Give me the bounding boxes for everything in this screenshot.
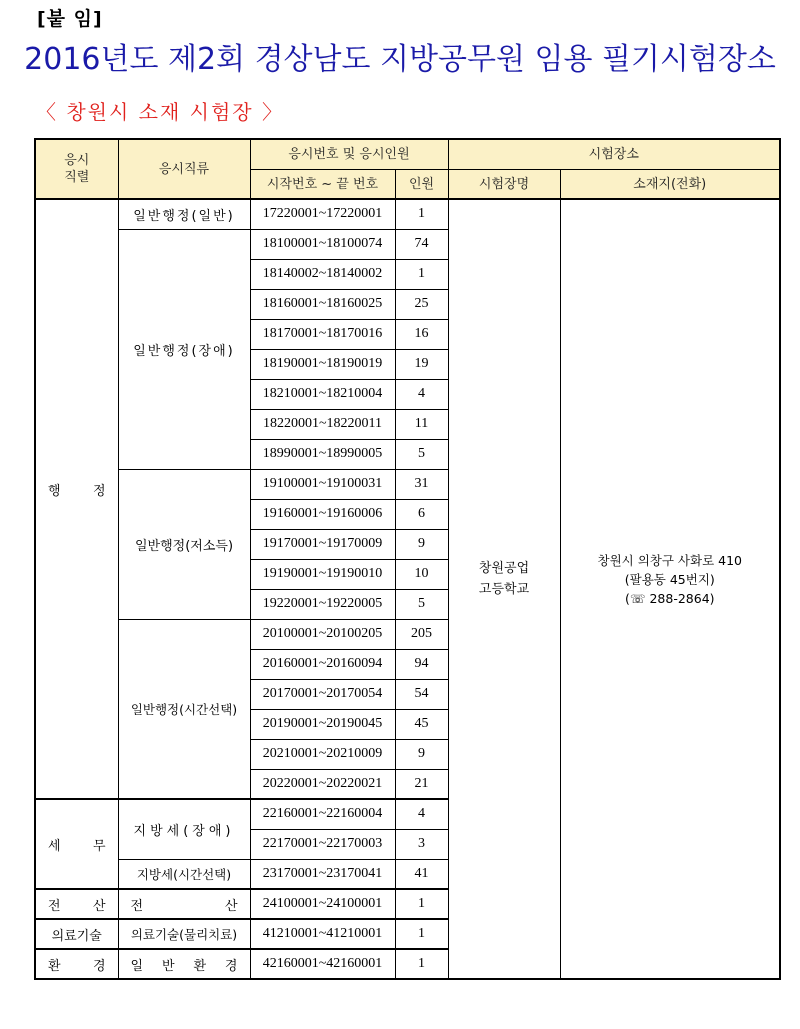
count-cell: 4 [395, 799, 448, 829]
number-range-cell: 18990001~18990005 [250, 439, 395, 469]
count-cell: 54 [395, 679, 448, 709]
phone-line: (☏ 288-2864) [625, 590, 715, 606]
venue-address-cell [560, 199, 780, 979]
venue-name-line: 고등학교 [478, 582, 530, 597]
header-count: 인원 [395, 170, 448, 200]
page-title: 2016년도 제2회 경상남도 지방공무원 임용 필기시험장소 [24, 42, 776, 77]
attachment-label: [붙 임] [37, 8, 103, 30]
number-range-cell: 20220001~20220021 [250, 769, 395, 799]
count-cell: 19 [395, 349, 448, 379]
number-range-cell: 22160001~22160004 [250, 799, 395, 829]
number-range-cell: 20160001~20160094 [250, 649, 395, 679]
category-cell: 행 정 [35, 199, 118, 799]
job-type-cell: 일반행정(장애) [118, 229, 250, 469]
job-type-cell: 일반행정(저소득) [118, 469, 250, 619]
number-range-cell: 19170001~19170009 [250, 529, 395, 559]
venue-name-line: 창원공업 [478, 561, 530, 576]
number-range-cell: 20100001~20100205 [250, 619, 395, 649]
category-cell: 환 경 [35, 949, 118, 979]
category-cell: 의료기술 [35, 919, 118, 949]
category-cell: 전 산 [35, 889, 118, 919]
count-cell: 1 [395, 919, 448, 949]
number-range-cell: 20210001~20210009 [250, 739, 395, 769]
job-type-cell: 일반행정(시간선택) [118, 619, 250, 799]
count-cell: 1 [395, 949, 448, 979]
number-range-cell: 42160001~42160001 [250, 949, 395, 979]
header-venue-name: 시험장명 [448, 170, 560, 200]
number-range-cell: 17220001~17220001 [250, 199, 395, 229]
number-range-cell: 18170001~18170016 [250, 319, 395, 349]
number-range-cell: 18220001~18220011 [250, 409, 395, 439]
number-range-cell: 41210001~41210001 [250, 919, 395, 949]
number-range-cell: 20190001~20190045 [250, 709, 395, 739]
job-type-cell: 지방세(시간선택) [118, 859, 250, 889]
job-type-cell: 일반행정(일반) [118, 199, 250, 229]
count-cell: 94 [395, 649, 448, 679]
count-cell: 205 [395, 619, 448, 649]
number-range-cell: 23170001~23170041 [250, 859, 395, 889]
count-cell: 9 [395, 529, 448, 559]
address-line: (팔용동 45번지) [624, 571, 715, 587]
count-cell: 11 [395, 409, 448, 439]
count-cell: 45 [395, 709, 448, 739]
count-cell: 4 [395, 379, 448, 409]
count-cell: 31 [395, 469, 448, 499]
category-cell: 세 무 [35, 799, 118, 889]
number-range-cell: 18160001~18160025 [250, 289, 395, 319]
count-cell: 5 [395, 439, 448, 469]
count-cell: 5 [395, 589, 448, 619]
count-cell: 3 [395, 829, 448, 859]
job-type-cell: 전 산 [118, 889, 250, 919]
number-range-cell: 19220001~19220005 [250, 589, 395, 619]
exam-schedule-table [34, 138, 781, 980]
count-cell: 9 [395, 739, 448, 769]
number-range-cell: 20170001~20170054 [250, 679, 395, 709]
number-range-cell: 19160001~19160006 [250, 499, 395, 529]
venue-name-cell [448, 199, 560, 979]
header-number-range: 시작번호 ~ 끝 번호 [250, 170, 395, 200]
page-subtitle: 〈 창원시 소재 시험장 〉 [36, 100, 284, 124]
number-range-cell: 18100001~18100074 [250, 229, 395, 259]
count-cell: 1 [395, 259, 448, 289]
number-range-cell: 18210001~18210004 [250, 379, 395, 409]
number-range-cell: 24100001~24100001 [250, 889, 395, 919]
number-range-cell: 19100001~19100031 [250, 469, 395, 499]
number-range-cell: 18140002~18140002 [250, 259, 395, 289]
header-exam-number-group: 응시번호 및 응시인원 [250, 139, 448, 170]
header-venue-group: 시험장소 [448, 139, 780, 170]
count-cell: 25 [395, 289, 448, 319]
count-cell: 1 [395, 199, 448, 229]
table-row [35, 199, 780, 229]
job-type-cell: 의료기술(물리치료) [118, 919, 250, 949]
number-range-cell: 18190001~18190019 [250, 349, 395, 379]
header-category: 응시 직렬 [35, 139, 118, 199]
count-cell: 10 [395, 559, 448, 589]
count-cell: 16 [395, 319, 448, 349]
count-cell: 74 [395, 229, 448, 259]
count-cell: 1 [395, 889, 448, 919]
header-address: 소재지(전화) [560, 170, 780, 200]
header-job-type: 응시직류 [118, 139, 250, 199]
count-cell: 21 [395, 769, 448, 799]
count-cell: 6 [395, 499, 448, 529]
number-range-cell: 19190001~19190010 [250, 559, 395, 589]
address-line: 창원시 의창구 사화로 410 [597, 552, 742, 568]
job-type-cell: 일 반 환 경 [118, 949, 250, 979]
job-type-cell: 지방세(장애) [118, 799, 250, 859]
number-range-cell: 22170001~22170003 [250, 829, 395, 859]
count-cell: 41 [395, 859, 448, 889]
